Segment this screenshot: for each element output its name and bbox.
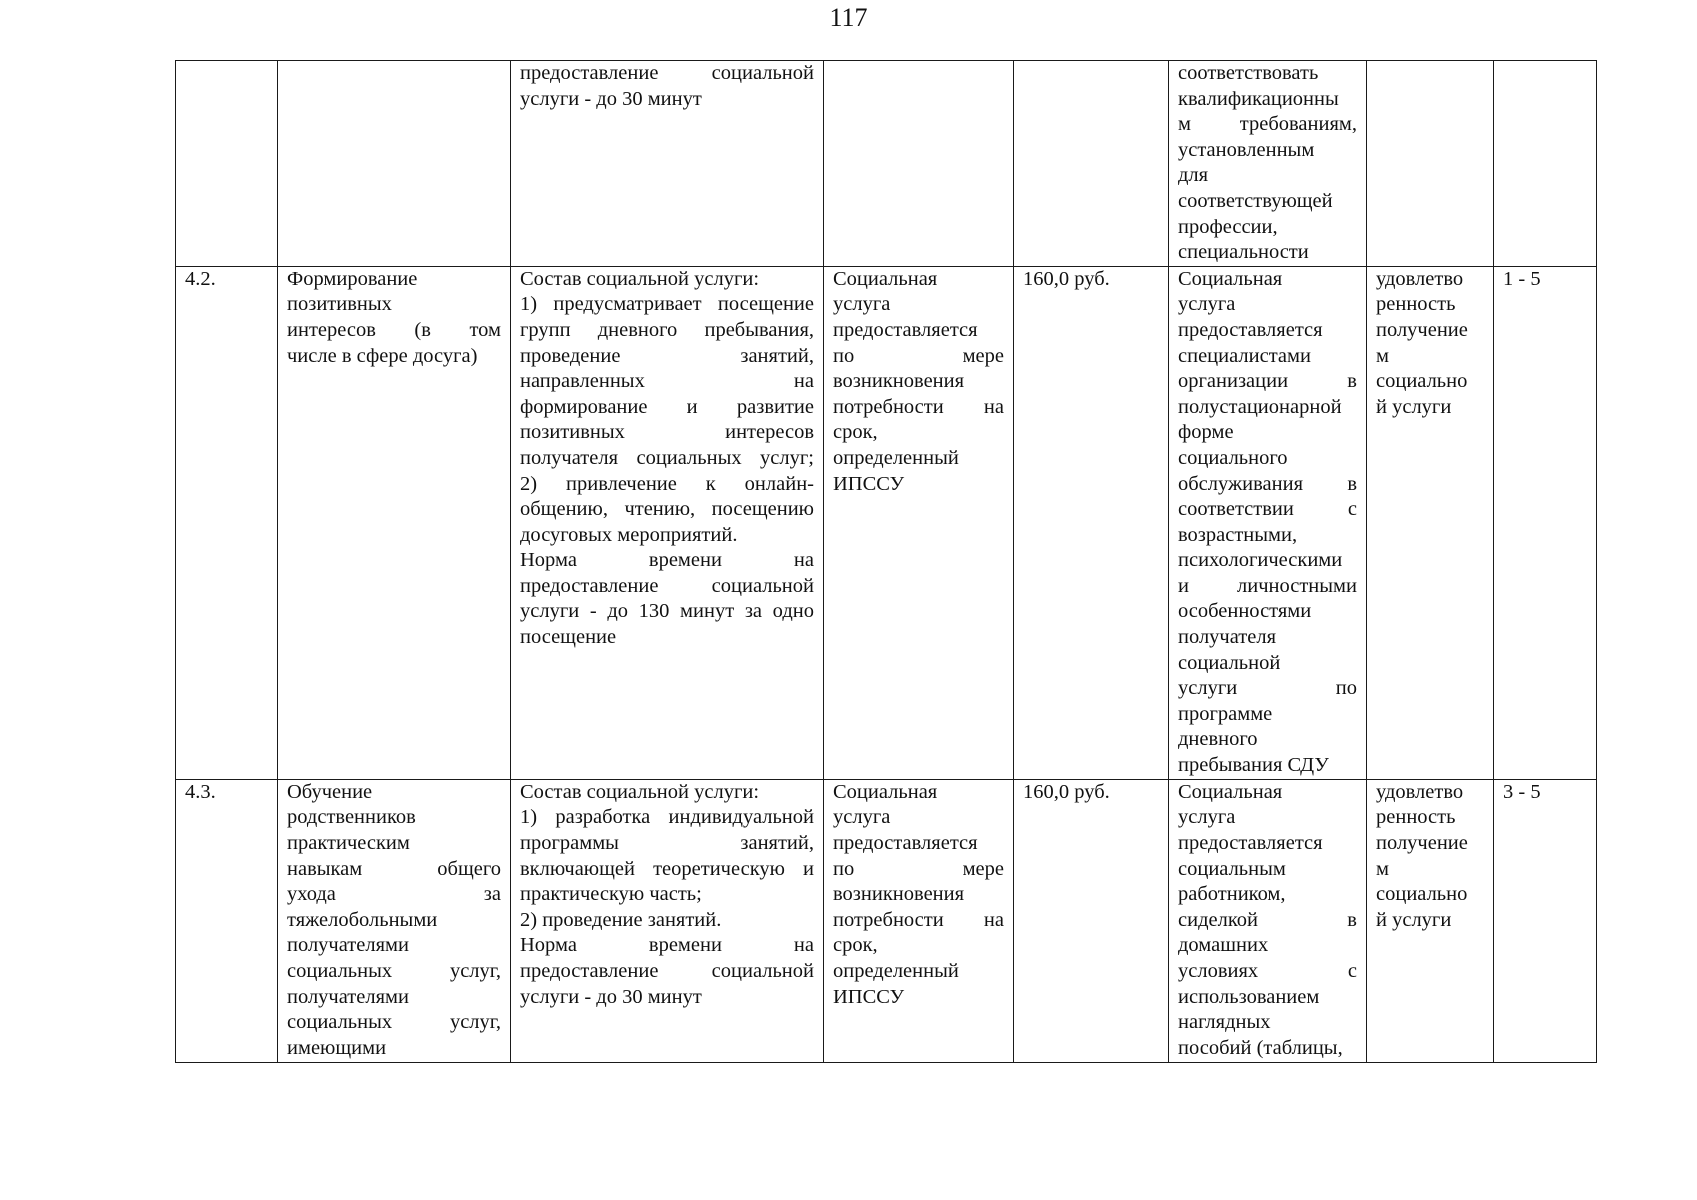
cell-text-line: 2) проведение занятий. [520, 908, 722, 931]
cell-text-line: особенностями [1178, 600, 1312, 623]
cell-text-line: услуги - до 130 минут за одно [520, 600, 814, 623]
cell-text-line: практическим [287, 831, 410, 854]
cell-text-line: домашних [1178, 934, 1269, 957]
cell-service-composition [511, 266, 824, 779]
cell-text-line: м требованиям, [1178, 113, 1357, 136]
cell-text-line: Норма времени на [520, 549, 814, 572]
cell-text-line: сиделкой в [1178, 908, 1357, 931]
cell-text-line: возникновения [833, 883, 965, 906]
cell-text-line: возникновения [833, 370, 965, 393]
cell-text-line: специалистами [1178, 344, 1311, 367]
cell-text-line: наглядных [1178, 1011, 1271, 1034]
cell-text-line: 4.3. [185, 780, 216, 803]
cell-text-line: социальной [1178, 651, 1281, 674]
cell-text-line: использованием [1178, 985, 1320, 1008]
cell-number [176, 779, 278, 1062]
cell-text-line: навыкам общего [287, 857, 501, 880]
cell-text-line: Состав социальной услуги: [520, 780, 760, 803]
cell-text-line: позитивных [287, 293, 392, 316]
cell-text-line: м [1376, 344, 1389, 367]
cell-text-line: ИПССУ [833, 985, 905, 1008]
cell-text-line: направленных на [520, 370, 814, 393]
cell-text-line: Формирование [287, 267, 418, 290]
cell-text-line: услуги - до 30 минут [520, 985, 702, 1008]
cell-text-line: й услуги [1376, 908, 1452, 931]
table-row [176, 61, 1597, 267]
cell-text-line: ренность [1376, 293, 1456, 316]
cell-text-line: включающей теоретическую и [520, 857, 814, 880]
cell-text-line: услуги - до 30 минут [520, 87, 702, 110]
cell-text-line: потребности на [833, 908, 1004, 931]
cell-service-composition [511, 61, 824, 267]
cell-text-line: интересов (в том [287, 318, 501, 341]
cell-text-line: услуга [1178, 806, 1236, 829]
cell-text-line: социально [1376, 370, 1468, 393]
cell-service-terms [824, 61, 1014, 267]
cell-text-line: работником, [1178, 883, 1286, 906]
cell-text-line: Социальная [1178, 267, 1283, 290]
cell-text-line: 1) предусматривает посещение [520, 293, 814, 316]
cell-text-line: предоставляется [1178, 318, 1323, 341]
cell-quality-grade [1494, 779, 1597, 1062]
cell-text-line: установленным [1178, 138, 1315, 161]
services-table [175, 60, 1597, 1063]
cell-text-line: услуга [833, 806, 891, 829]
cell-text-line: позитивных интересов [520, 421, 814, 444]
cell-text-line: Состав социальной услуги: [520, 267, 760, 290]
cell-text-line: Норма времени на [520, 934, 814, 957]
cell-text-line: услуги по [1178, 677, 1357, 700]
cell-text-line: специальности [1178, 241, 1309, 264]
cell-text-line: предоставление социальной [520, 574, 814, 597]
cell-service-name [278, 266, 511, 779]
cell-text-line: ухода за [287, 883, 501, 906]
cell-quality-indicators [1367, 266, 1494, 779]
cell-text-line: й услуги [1376, 395, 1452, 418]
cell-text-line: по мере [833, 344, 1004, 367]
cell-text-line: удовлетво [1376, 780, 1464, 803]
cell-text-line: психологическими [1178, 549, 1343, 572]
cell-text-line: групп дневного пребывания, [520, 318, 814, 341]
cell-text-line: услуга [833, 293, 891, 316]
cell-text-line: социальных услуг, [287, 1011, 501, 1034]
cell-number [176, 61, 278, 267]
cell-text-line: предоставляется [833, 831, 978, 854]
cell-text-line: родственников [287, 806, 416, 829]
cell-text-line: и личностными [1178, 574, 1357, 597]
cell-service-price [1014, 779, 1169, 1062]
cell-service-conditions [1169, 61, 1367, 267]
cell-quality-grade [1494, 61, 1597, 267]
cell-text-line: имеющими [287, 1036, 387, 1059]
cell-text-line: ренность [1376, 806, 1456, 829]
cell-text-line: проведение занятий, [520, 344, 814, 367]
cell-text-line: квалификационны [1178, 87, 1339, 110]
cell-number [176, 266, 278, 779]
cell-text-line: 1 - 5 [1503, 267, 1541, 290]
cell-text-line: определенный [833, 446, 959, 469]
cell-text-line: посещение [520, 626, 617, 649]
cell-text-line: для [1178, 164, 1209, 187]
cell-text-line: предоставление социальной [520, 62, 814, 84]
cell-text-line: социального [1178, 446, 1288, 469]
cell-service-price [1014, 61, 1169, 267]
cell-text-line: 160,0 руб. [1023, 267, 1110, 290]
cell-text-line: потребности на [833, 395, 1004, 418]
cell-text-line: получение [1376, 831, 1468, 854]
cell-text-line: досуговых мероприятий. [520, 523, 738, 546]
cell-text-line: определенный [833, 959, 959, 982]
cell-text-line: условиях с [1178, 959, 1357, 982]
cell-text-line: получателя социальных услуг; [520, 446, 814, 469]
cell-text-line: программы занятий, [520, 831, 814, 854]
cell-service-terms [824, 266, 1014, 779]
cell-text-line: Социальная [833, 267, 938, 290]
cell-text-line: получателями [287, 985, 409, 1008]
cell-service-terms [824, 779, 1014, 1062]
cell-service-composition [511, 779, 824, 1062]
cell-text-line: Социальная [833, 780, 938, 803]
cell-text-line: практическую часть; [520, 883, 702, 906]
cell-text-line: Социальная [1178, 780, 1283, 803]
cell-text-line: формирование и развитие [520, 395, 814, 418]
cell-text-line: числе в сфере досуга) [287, 344, 478, 367]
cell-text-line: социальным [1178, 857, 1286, 880]
cell-text-line: соответствовать [1178, 62, 1319, 84]
cell-text-line: услуга [1178, 293, 1236, 316]
cell-text-line: предоставляется [1178, 831, 1323, 854]
cell-text-line: удовлетво [1376, 267, 1464, 290]
cell-text-line: по мере [833, 857, 1004, 880]
cell-text-line: дневного [1178, 728, 1258, 751]
cell-service-price [1014, 266, 1169, 779]
cell-text-line: срок, [833, 934, 878, 957]
cell-text-line: полустационарной [1178, 395, 1342, 418]
page-number: 117 [829, 3, 868, 32]
cell-text-line: обслуживания в [1178, 472, 1357, 495]
cell-quality-indicators [1367, 61, 1494, 267]
cell-text-line: программе [1178, 702, 1273, 725]
cell-text-line: 1) разработка индивидуальной [520, 806, 814, 829]
table-row [176, 266, 1597, 779]
cell-service-conditions [1169, 779, 1367, 1062]
cell-text-line: ИПССУ [833, 472, 905, 495]
cell-text-line: социальных услуг, [287, 959, 501, 982]
cell-text-line: общению, чтению, посещению [520, 498, 814, 521]
cell-service-conditions [1169, 266, 1367, 779]
cell-text-line: организации в [1178, 370, 1357, 393]
cell-text-line: соответствии с [1178, 498, 1357, 521]
cell-text-line: возрастными, [1178, 523, 1298, 546]
cell-text-line: предоставление социальной [520, 959, 814, 982]
cell-text-line: профессии, [1178, 215, 1278, 238]
cell-text-line: предоставляется [833, 318, 978, 341]
cell-text-line: пособий (таблицы, [1178, 1036, 1343, 1059]
cell-text-line: 160,0 руб. [1023, 780, 1110, 803]
cell-text-line: получателя [1178, 626, 1277, 649]
cell-quality-indicators [1367, 779, 1494, 1062]
cell-text-line: социально [1376, 883, 1468, 906]
cell-text-line: 4.2. [185, 267, 216, 290]
cell-text-line: форме [1178, 421, 1234, 444]
cell-text-line: 2) привлечение к онлайн- [520, 472, 814, 495]
cell-text-line: получателями [287, 934, 409, 957]
cell-text-line: получение [1376, 318, 1468, 341]
cell-service-name [278, 779, 511, 1062]
cell-text-line: Обучение [287, 780, 373, 803]
cell-text-line: соответствующей [1178, 189, 1333, 212]
cell-service-name [278, 61, 511, 267]
cell-text-line: пребывания СДУ [1178, 754, 1329, 777]
table-row [176, 779, 1597, 1062]
cell-text-line: 3 - 5 [1503, 780, 1541, 803]
cell-text-line: тяжелобольными [287, 908, 438, 931]
cell-quality-grade [1494, 266, 1597, 779]
cell-text-line: м [1376, 857, 1389, 880]
cell-text-line: срок, [833, 421, 878, 444]
